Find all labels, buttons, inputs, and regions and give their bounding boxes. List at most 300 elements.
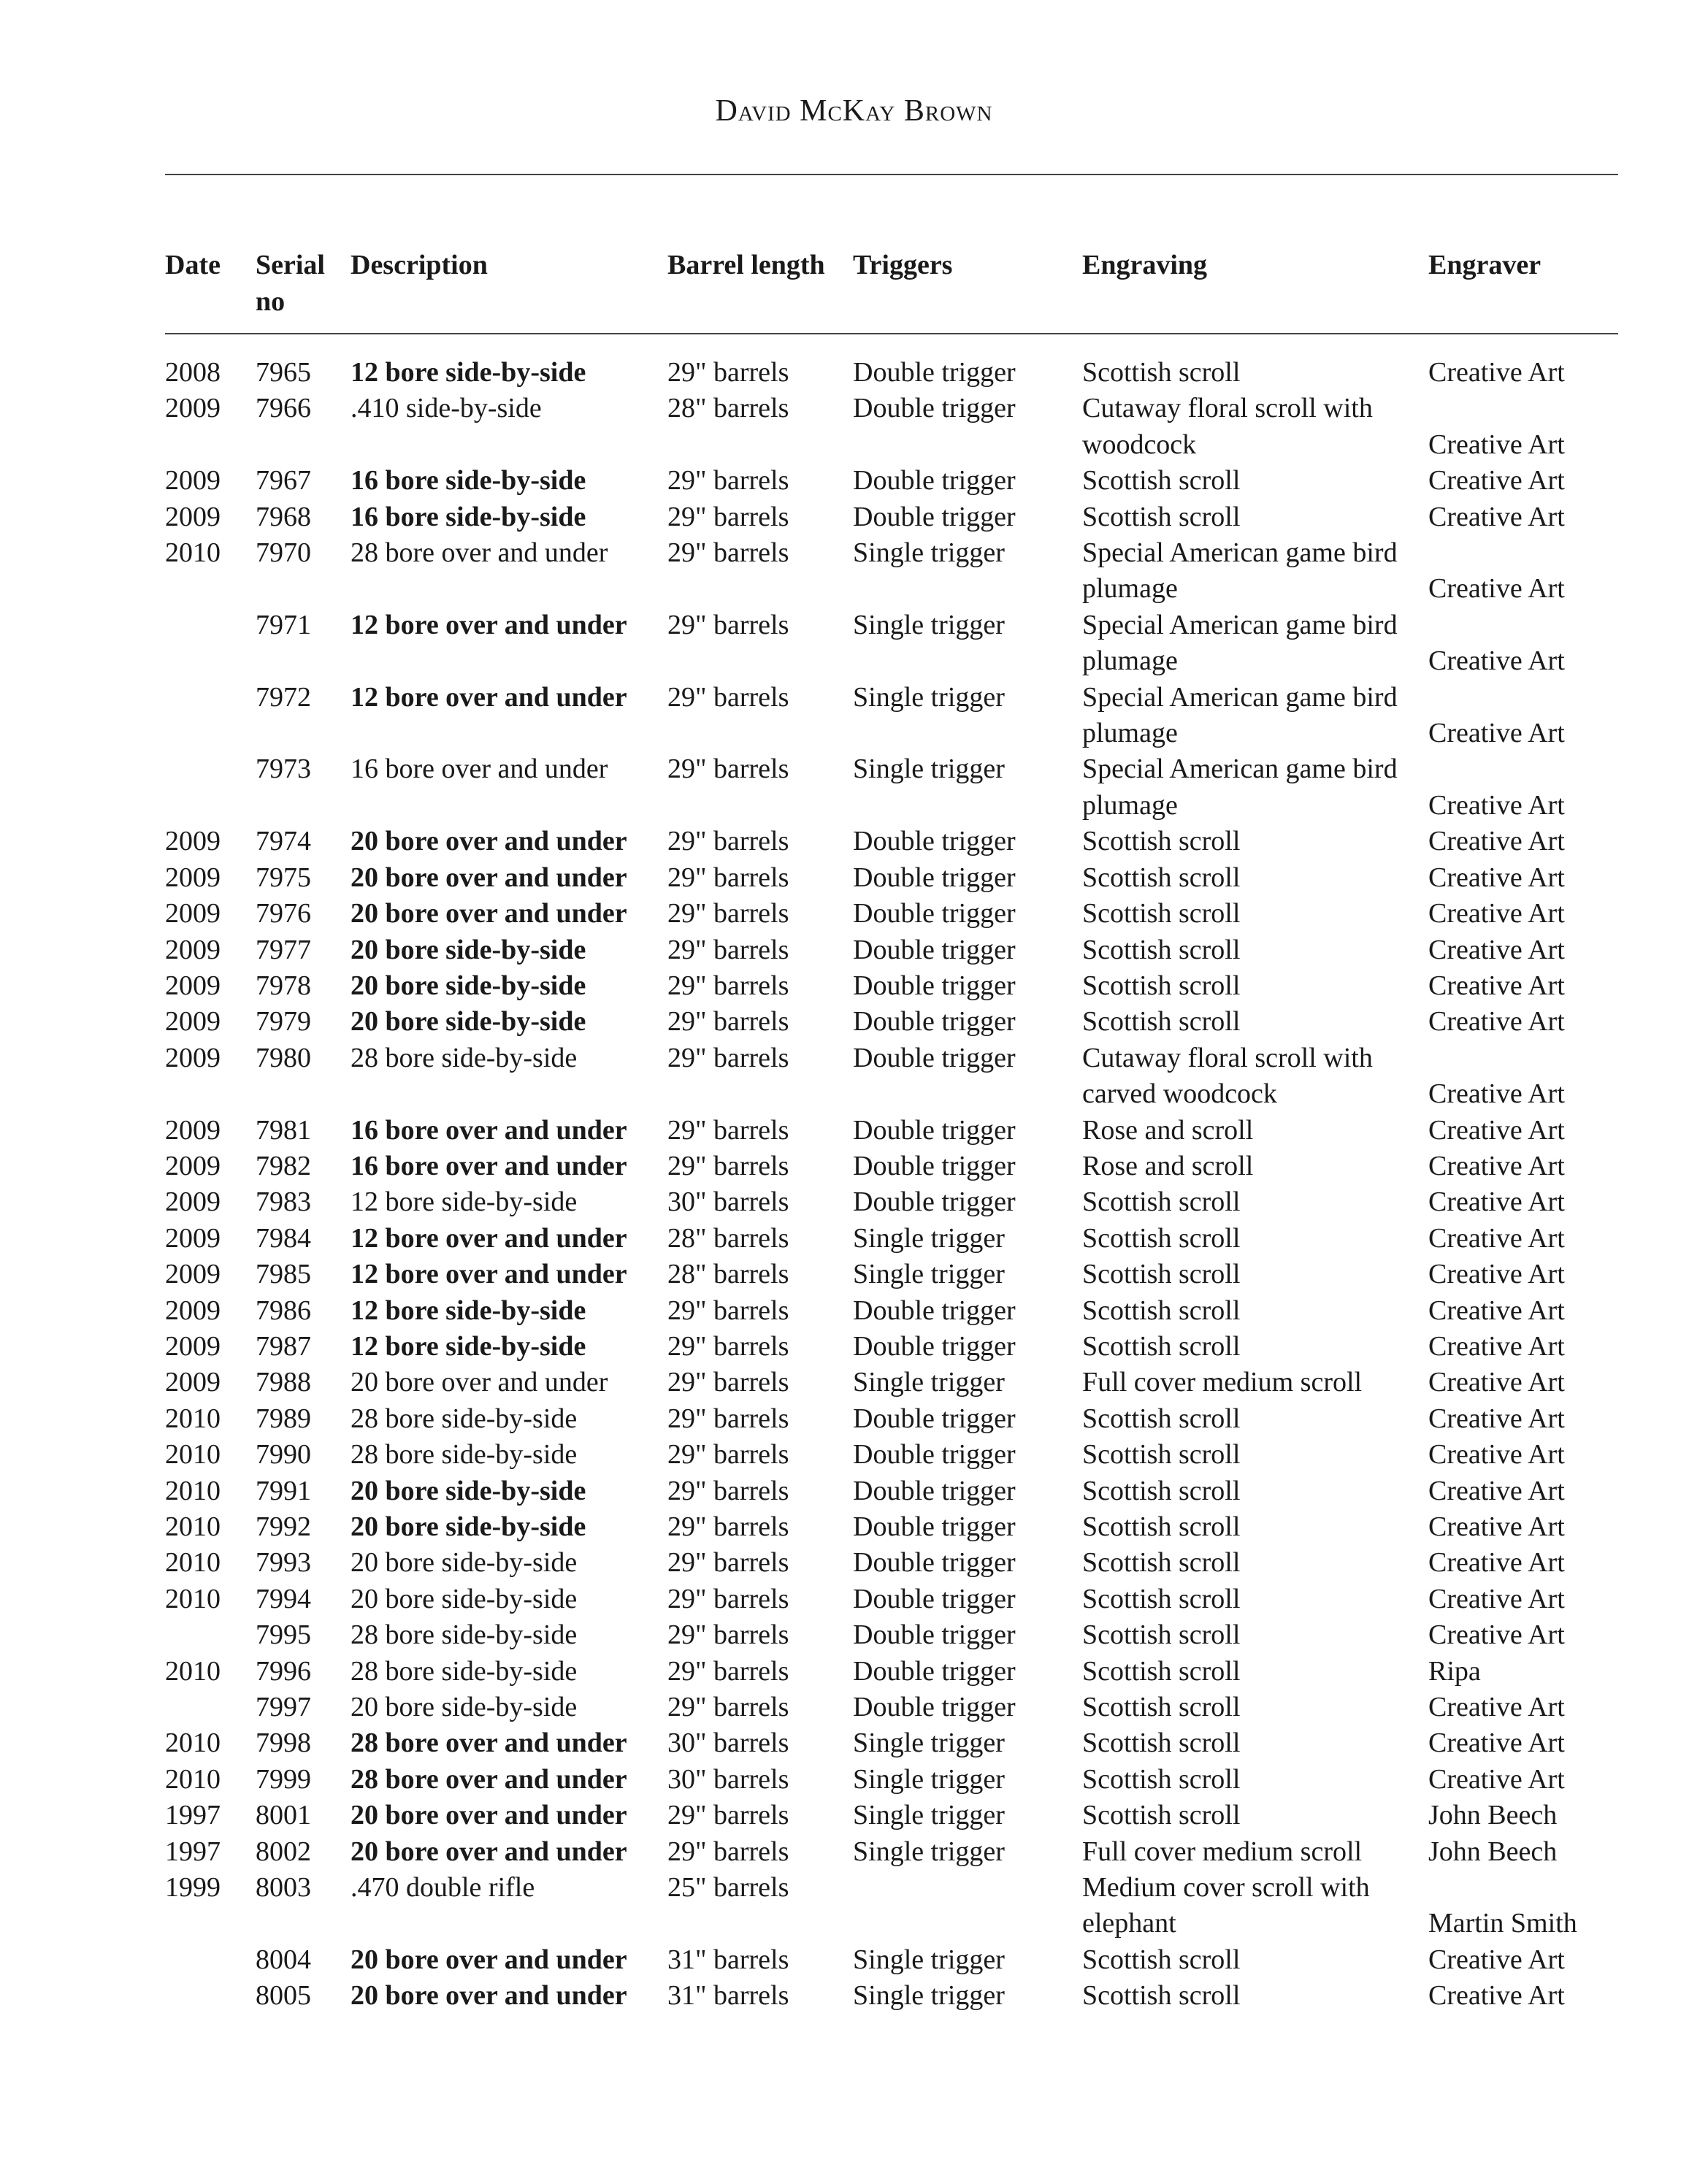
cell-engraver: John Beech bbox=[1428, 1836, 1558, 1867]
cell-date: 2009 bbox=[165, 970, 221, 1001]
cell-date: 2009 bbox=[165, 1222, 221, 1254]
col-header-serial: Serial no bbox=[256, 250, 325, 317]
cell-description: 20 bore over and under bbox=[351, 1367, 608, 1398]
cell-barrel-length: 29" barrels bbox=[667, 1619, 789, 1651]
cell-barrel-length: 29" barrels bbox=[667, 826, 789, 857]
cell-description: 28 bore over and under bbox=[351, 1763, 627, 1795]
cell-date: 2009 bbox=[165, 393, 221, 424]
cell-engraver: Creative Art bbox=[1428, 898, 1565, 929]
col-header-engraving: Engraving bbox=[1082, 250, 1208, 280]
cell-barrel-length: 29" barrels bbox=[667, 1150, 789, 1181]
cell-trigger: Double trigger bbox=[853, 1295, 1016, 1326]
cell-date: 2010 bbox=[165, 1511, 221, 1542]
table-row bbox=[165, 824, 1618, 859]
cell-engraving: Special American game bird plumage bbox=[1082, 681, 1398, 749]
cell-engraver: Creative Art bbox=[1428, 1439, 1565, 1471]
cell-serial: 7982 bbox=[256, 1150, 311, 1181]
cell-barrel-length: 28" barrels bbox=[667, 1259, 789, 1290]
cell-trigger: Single trigger bbox=[853, 1800, 1005, 1831]
cell-date: 2009 bbox=[165, 1330, 221, 1362]
cell-trigger: Single trigger bbox=[853, 1728, 1005, 1759]
cell-serial: 7970 bbox=[256, 537, 311, 569]
cell-barrel-length: 29" barrels bbox=[667, 1114, 789, 1146]
table-row bbox=[165, 1149, 1618, 1184]
cell-engraver: Creative Art bbox=[1428, 1114, 1565, 1146]
cell-trigger: Double trigger bbox=[853, 1655, 1016, 1687]
cell-barrel-length: 29" barrels bbox=[667, 1006, 789, 1038]
cell-serial: 7971 bbox=[256, 609, 311, 640]
cell-serial: 7989 bbox=[256, 1403, 311, 1434]
cell-trigger: Single trigger bbox=[853, 609, 1005, 640]
cell-trigger: Double trigger bbox=[853, 1186, 1016, 1218]
cell-engraver: Creative Art bbox=[1428, 862, 1565, 893]
cell-trigger: Double trigger bbox=[853, 1150, 1016, 1181]
table-row bbox=[165, 607, 1618, 680]
cell-description: 20 bore side-by-side bbox=[351, 970, 586, 1001]
cell-engraver: Martin Smith bbox=[1428, 1908, 1577, 1939]
cell-description: 20 bore side-by-side bbox=[351, 1006, 586, 1038]
cell-barrel-length: 29" barrels bbox=[667, 1042, 789, 1073]
cell-engraver: Creative Art bbox=[1428, 1078, 1565, 1110]
table-row bbox=[165, 1725, 1618, 1761]
cell-barrel-length: 30" barrels bbox=[667, 1763, 789, 1795]
cell-barrel-length: 29" barrels bbox=[667, 1547, 789, 1579]
cell-trigger: Double trigger bbox=[853, 862, 1016, 893]
cell-date: 2009 bbox=[165, 1186, 221, 1218]
cell-trigger: Double trigger bbox=[853, 1006, 1016, 1038]
cell-engraving: Scottish scroll bbox=[1082, 1222, 1241, 1254]
table-row bbox=[165, 751, 1618, 824]
cell-description: 28 bore over and under bbox=[351, 1728, 627, 1759]
table-header-row bbox=[165, 247, 1618, 334]
cell-engraving: Scottish scroll bbox=[1082, 970, 1241, 1001]
cell-serial: 7988 bbox=[256, 1367, 311, 1398]
cell-date: 2010 bbox=[165, 1728, 221, 1759]
table-row bbox=[165, 1004, 1618, 1040]
cell-description: 12 bore over and under bbox=[351, 1222, 627, 1254]
cell-description: 20 bore over and under bbox=[351, 898, 627, 929]
cell-serial: 7995 bbox=[256, 1619, 311, 1651]
cell-engraving: Scottish scroll bbox=[1082, 1186, 1241, 1218]
cell-barrel-length: 30" barrels bbox=[667, 1728, 789, 1759]
cell-date bbox=[165, 1617, 256, 1653]
cell-barrel-length: 29" barrels bbox=[667, 1655, 789, 1687]
cell-engraving: Scottish scroll bbox=[1082, 1330, 1241, 1362]
cell-trigger: Double trigger bbox=[853, 393, 1016, 424]
cell-date bbox=[165, 1978, 256, 2014]
cell-description: .470 double rifle bbox=[351, 1872, 535, 1903]
cell-engraving: Scottish scroll bbox=[1082, 1403, 1241, 1434]
cell-trigger: Double trigger bbox=[853, 501, 1016, 532]
cell-trigger: Single trigger bbox=[853, 1980, 1005, 2012]
cell-barrel-length: 29" barrels bbox=[667, 537, 789, 569]
cell-engraver: Creative Art bbox=[1428, 718, 1565, 749]
cell-date: 1997 bbox=[165, 1800, 221, 1831]
cell-description: 12 bore side-by-side bbox=[351, 1186, 578, 1218]
cell-engraving: Rose and scroll bbox=[1082, 1150, 1254, 1181]
cell-date bbox=[165, 1942, 256, 1978]
cell-engraver: John Beech bbox=[1428, 1800, 1558, 1831]
cell-description: 28 bore side-by-side bbox=[351, 1403, 578, 1434]
cell-barrel-length: 29" barrels bbox=[667, 681, 789, 713]
cell-engraving: Rose and scroll bbox=[1082, 1114, 1254, 1146]
cell-engraver: Creative Art bbox=[1428, 1583, 1565, 1614]
cell-date: 2010 bbox=[165, 1655, 221, 1687]
gun-register-table bbox=[165, 247, 1618, 2014]
cell-serial: 7996 bbox=[256, 1655, 311, 1687]
cell-barrel-length: 28" barrels bbox=[667, 393, 789, 424]
cell-engraving: Scottish scroll bbox=[1082, 1692, 1241, 1723]
table-row bbox=[165, 1329, 1618, 1365]
cell-serial: 7981 bbox=[256, 1114, 311, 1146]
cell-engraver: Creative Art bbox=[1428, 1619, 1565, 1651]
cell-description: 20 bore over and under bbox=[351, 1944, 627, 1975]
cell-description: 20 bore over and under bbox=[351, 1800, 627, 1831]
cell-engraver: Creative Art bbox=[1428, 1728, 1565, 1759]
cell-serial: 7967 bbox=[256, 465, 311, 497]
cell-engraving: Special American game bird plumage bbox=[1082, 609, 1398, 677]
cell-engraving: Scottish scroll bbox=[1082, 1006, 1241, 1038]
cell-trigger: Double trigger bbox=[853, 898, 1016, 929]
cell-barrel-length: 29" barrels bbox=[667, 1403, 789, 1434]
table-row bbox=[165, 1113, 1618, 1149]
cell-date: 2009 bbox=[165, 501, 221, 532]
cell-serial: 7993 bbox=[256, 1547, 311, 1579]
table-row bbox=[165, 896, 1618, 932]
cell-date bbox=[165, 1690, 256, 1725]
table-row bbox=[165, 1978, 1618, 2014]
cell-barrel-length: 29" barrels bbox=[667, 1583, 789, 1614]
cell-serial: 7986 bbox=[256, 1295, 311, 1326]
cell-serial: 8003 bbox=[256, 1872, 311, 1903]
cell-barrel-length: 29" barrels bbox=[667, 609, 789, 640]
cell-engraver: Creative Art bbox=[1428, 1006, 1565, 1038]
cell-barrel-length: 31" barrels bbox=[667, 1980, 789, 2012]
cell-engraving: Full cover medium scroll bbox=[1082, 1367, 1363, 1398]
cell-serial: 7978 bbox=[256, 970, 311, 1001]
cell-description: 12 bore side-by-side bbox=[351, 1330, 586, 1362]
cell-barrel-length: 28" barrels bbox=[667, 1222, 789, 1254]
cell-serial: 7983 bbox=[256, 1186, 311, 1218]
cell-description: 20 bore side-by-side bbox=[351, 1511, 586, 1542]
cell-description: 16 bore over and under bbox=[351, 1114, 627, 1146]
table-row bbox=[165, 1184, 1618, 1220]
table-row bbox=[165, 1582, 1618, 1617]
cell-description: 12 bore over and under bbox=[351, 1259, 627, 1290]
cell-date bbox=[165, 680, 256, 752]
table-row bbox=[165, 680, 1618, 752]
cell-engraving: Scottish scroll bbox=[1082, 1763, 1241, 1795]
cell-description: 12 bore over and under bbox=[351, 609, 627, 640]
cell-engraving: Scottish scroll bbox=[1082, 862, 1241, 893]
cell-date: 2009 bbox=[165, 1042, 221, 1073]
cell-description: 16 bore side-by-side bbox=[351, 501, 586, 532]
cell-engraver: Creative Art bbox=[1428, 789, 1565, 821]
cell-engraving: Scottish scroll bbox=[1082, 934, 1241, 965]
table-row bbox=[165, 1617, 1618, 1653]
cell-trigger: Double trigger bbox=[853, 465, 1016, 497]
cell-barrel-length: 31" barrels bbox=[667, 1944, 789, 1975]
col-header-description: Description bbox=[351, 250, 488, 280]
cell-date: 2010 bbox=[165, 1583, 221, 1614]
cell-trigger: Single trigger bbox=[853, 1222, 1005, 1254]
cell-date: 2009 bbox=[165, 1006, 221, 1038]
table-row bbox=[165, 1654, 1618, 1690]
cell-date: 2009 bbox=[165, 465, 221, 497]
cell-barrel-length: 29" barrels bbox=[667, 1295, 789, 1326]
cell-serial: 7991 bbox=[256, 1475, 311, 1506]
cell-engraver: Creative Art bbox=[1428, 465, 1565, 497]
cell-trigger: Double trigger bbox=[853, 1547, 1016, 1579]
cell-engraver: Creative Art bbox=[1428, 1475, 1565, 1506]
cell-engraving: Scottish scroll bbox=[1082, 1728, 1241, 1759]
table-row bbox=[165, 1437, 1618, 1473]
cell-engraver: Creative Art bbox=[1428, 1944, 1565, 1975]
cell-engraving: Scottish scroll bbox=[1082, 898, 1241, 929]
table-row bbox=[165, 1221, 1618, 1257]
cell-barrel-length: 30" barrels bbox=[667, 1186, 789, 1218]
cell-engraving: Special American game bird plumage bbox=[1082, 754, 1398, 821]
cell-barrel-length: 29" barrels bbox=[667, 862, 789, 893]
cell-serial: 7984 bbox=[256, 1222, 311, 1254]
cell-engraver: Creative Art bbox=[1428, 1547, 1565, 1579]
cell-trigger: Single trigger bbox=[853, 681, 1005, 713]
cell-trigger: Double trigger bbox=[853, 826, 1016, 857]
cell-date: 1997 bbox=[165, 1836, 221, 1867]
cell-serial: 8005 bbox=[256, 1980, 311, 2012]
cell-description: 20 bore over and under bbox=[351, 862, 627, 893]
cell-engraving: Scottish scroll bbox=[1082, 1655, 1241, 1687]
cell-engraver: Ripa bbox=[1428, 1655, 1481, 1687]
col-header-triggers: Triggers bbox=[853, 250, 953, 280]
cell-trigger: Double trigger bbox=[853, 1619, 1016, 1651]
cell-serial: 7968 bbox=[256, 501, 311, 532]
table-row bbox=[165, 463, 1618, 499]
cell-date: 2010 bbox=[165, 1547, 221, 1579]
cell-serial: 7999 bbox=[256, 1763, 311, 1795]
cell-date: 2010 bbox=[165, 1403, 221, 1434]
cell-engraving: Full cover medium scroll bbox=[1082, 1836, 1363, 1867]
cell-date: 2009 bbox=[165, 862, 221, 893]
cell-engraver: Creative Art bbox=[1428, 1692, 1565, 1723]
col-header-engraver: Engraver bbox=[1428, 250, 1542, 280]
cell-description: 20 bore side-by-side bbox=[351, 1547, 578, 1579]
cell-date: 2009 bbox=[165, 1259, 221, 1290]
cell-description: 12 bore side-by-side bbox=[351, 1295, 586, 1326]
cell-engraving: Scottish scroll bbox=[1082, 1439, 1241, 1471]
cell-serial: 7975 bbox=[256, 862, 311, 893]
cell-trigger: Double trigger bbox=[853, 1114, 1016, 1146]
cell-trigger: Double trigger bbox=[853, 1475, 1016, 1506]
cell-engraver: Creative Art bbox=[1428, 1511, 1565, 1542]
cell-serial: 7987 bbox=[256, 1330, 311, 1362]
table-row bbox=[165, 860, 1618, 896]
cell-engraving: Scottish scroll bbox=[1082, 1295, 1241, 1326]
cell-barrel-length: 29" barrels bbox=[667, 1692, 789, 1723]
cell-trigger: Double trigger bbox=[853, 1511, 1016, 1542]
cell-trigger: Single trigger bbox=[853, 1944, 1005, 1975]
cell-date: 2009 bbox=[165, 934, 221, 965]
cell-trigger: Double trigger bbox=[853, 970, 1016, 1001]
cell-trigger: Double trigger bbox=[853, 1330, 1016, 1362]
cell-description: 20 bore over and under bbox=[351, 826, 627, 857]
cell-serial: 7997 bbox=[256, 1692, 311, 1723]
cell-serial: 7976 bbox=[256, 898, 311, 929]
cell-barrel-length: 29" barrels bbox=[667, 970, 789, 1001]
col-header-barrel: Barrel length bbox=[667, 250, 825, 280]
cell-trigger: Double trigger bbox=[853, 1583, 1016, 1614]
cell-serial: 7979 bbox=[256, 1006, 311, 1038]
cell-engraving: Medium cover scroll with elephant bbox=[1082, 1872, 1370, 1939]
cell-barrel-length: 29" barrels bbox=[667, 1475, 789, 1506]
cell-engraving: Special American game bird plumage bbox=[1082, 537, 1398, 605]
table-row bbox=[165, 932, 1618, 968]
top-rule bbox=[165, 174, 1618, 175]
cell-serial: 7990 bbox=[256, 1439, 311, 1471]
cell-serial: 7974 bbox=[256, 826, 311, 857]
cell-trigger: Double trigger bbox=[853, 934, 1016, 965]
cell-date: 2009 bbox=[165, 898, 221, 929]
table-row bbox=[165, 1942, 1618, 1978]
cell-engraver: Creative Art bbox=[1428, 1367, 1565, 1398]
cell-serial: 7985 bbox=[256, 1259, 311, 1290]
cell-trigger: Single trigger bbox=[853, 1763, 1005, 1795]
cell-engraver: Creative Art bbox=[1428, 1186, 1565, 1218]
cell-description: 20 bore side-by-side bbox=[351, 1583, 578, 1614]
cell-description: 16 bore over and under bbox=[351, 754, 608, 785]
cell-description: 20 bore over and under bbox=[351, 1980, 627, 2012]
cell-description: 28 bore over and under bbox=[351, 537, 608, 569]
cell-date: 2010 bbox=[165, 537, 221, 569]
table-row bbox=[165, 1365, 1618, 1400]
table-row bbox=[165, 1870, 1618, 1942]
cell-engraving: Scottish scroll bbox=[1082, 357, 1241, 388]
cell-barrel-length: 29" barrels bbox=[667, 465, 789, 497]
cell-engraving: Scottish scroll bbox=[1082, 501, 1241, 532]
cell-serial: 7998 bbox=[256, 1728, 311, 1759]
cell-trigger: Double trigger bbox=[853, 1692, 1016, 1723]
cell-trigger bbox=[853, 1870, 1082, 1942]
cell-engraving: Scottish scroll bbox=[1082, 465, 1241, 497]
cell-engraving: Scottish scroll bbox=[1082, 826, 1241, 857]
cell-serial: 7977 bbox=[256, 934, 311, 965]
cell-engraving: Scottish scroll bbox=[1082, 1547, 1241, 1579]
cell-barrel-length: 29" barrels bbox=[667, 934, 789, 965]
cell-serial: 8004 bbox=[256, 1944, 311, 1975]
cell-barrel-length: 29" barrels bbox=[667, 1800, 789, 1831]
cell-engraver: Creative Art bbox=[1428, 1150, 1565, 1181]
cell-engraver: Creative Art bbox=[1428, 934, 1565, 965]
table-row bbox=[165, 499, 1618, 535]
cell-date: 2009 bbox=[165, 1114, 221, 1146]
table-row bbox=[165, 535, 1618, 607]
cell-description: 20 bore side-by-side bbox=[351, 1475, 586, 1506]
cell-date bbox=[165, 607, 256, 680]
cell-engraving: Scottish scroll bbox=[1082, 1259, 1241, 1290]
cell-serial: 7992 bbox=[256, 1511, 311, 1542]
table-row bbox=[165, 1293, 1618, 1329]
cell-date bbox=[165, 751, 256, 824]
cell-engraving: Scottish scroll bbox=[1082, 1511, 1241, 1542]
cell-barrel-length: 25" barrels bbox=[667, 1872, 789, 1903]
running-head: David McKay Brown bbox=[715, 94, 993, 128]
cell-barrel-length: 29" barrels bbox=[667, 1439, 789, 1471]
cell-date: 2010 bbox=[165, 1763, 221, 1795]
cell-description: 28 bore side-by-side bbox=[351, 1655, 578, 1687]
cell-serial: 7965 bbox=[256, 357, 311, 388]
cell-barrel-length: 29" barrels bbox=[667, 1836, 789, 1867]
col-header-date: Date bbox=[165, 250, 221, 280]
cell-trigger: Double trigger bbox=[853, 357, 1016, 388]
cell-engraver: Creative Art bbox=[1428, 1980, 1565, 2012]
cell-description: 12 bore over and under bbox=[351, 681, 627, 713]
cell-date: 2009 bbox=[165, 1150, 221, 1181]
cell-engraving: Scottish scroll bbox=[1082, 1980, 1241, 2012]
table-body bbox=[165, 334, 1618, 2014]
cell-engraver: Creative Art bbox=[1428, 357, 1565, 388]
cell-trigger: Single trigger bbox=[853, 537, 1005, 569]
cell-barrel-length: 29" barrels bbox=[667, 754, 789, 785]
cell-barrel-length: 29" barrels bbox=[667, 1367, 789, 1398]
cell-engraving: Scottish scroll bbox=[1082, 1800, 1241, 1831]
cell-engraver: Creative Art bbox=[1428, 1403, 1565, 1434]
table-row bbox=[165, 1762, 1618, 1798]
cell-serial: 8001 bbox=[256, 1800, 311, 1831]
cell-serial: 7973 bbox=[256, 754, 311, 785]
cell-engraver: Creative Art bbox=[1428, 1763, 1565, 1795]
cell-description: 20 bore side-by-side bbox=[351, 934, 586, 965]
cell-engraving: Scottish scroll bbox=[1082, 1944, 1241, 1975]
cell-engraver: Creative Art bbox=[1428, 429, 1565, 460]
cell-trigger: Single trigger bbox=[853, 1259, 1005, 1290]
cell-trigger: Single trigger bbox=[853, 1836, 1005, 1867]
cell-serial: 7980 bbox=[256, 1042, 311, 1073]
cell-date: 2010 bbox=[165, 1475, 221, 1506]
cell-trigger: Single trigger bbox=[853, 1367, 1005, 1398]
cell-engraver: Creative Art bbox=[1428, 1295, 1565, 1326]
cell-date: 2009 bbox=[165, 826, 221, 857]
cell-date: 2009 bbox=[165, 1367, 221, 1398]
cell-description: 20 bore side-by-side bbox=[351, 1692, 578, 1723]
cell-description: 28 bore side-by-side bbox=[351, 1439, 578, 1471]
cell-engraver: Creative Art bbox=[1428, 1330, 1565, 1362]
cell-trigger: Single trigger bbox=[853, 754, 1005, 785]
cell-description: 28 bore side-by-side bbox=[351, 1619, 578, 1651]
cell-barrel-length: 29" barrels bbox=[667, 1330, 789, 1362]
cell-engraving: Scottish scroll bbox=[1082, 1475, 1241, 1506]
table-row bbox=[165, 1473, 1618, 1509]
cell-trigger: Double trigger bbox=[853, 1042, 1016, 1073]
cell-engraver: Creative Art bbox=[1428, 1259, 1565, 1290]
table-row bbox=[165, 334, 1618, 391]
cell-engraver: Creative Art bbox=[1428, 1222, 1565, 1254]
cell-description: 16 bore over and under bbox=[351, 1150, 627, 1181]
cell-engraving: Cutaway floral scroll with carved woodcock bbox=[1082, 1042, 1373, 1110]
cell-trigger: Double trigger bbox=[853, 1439, 1016, 1471]
cell-engraver: Creative Art bbox=[1428, 826, 1565, 857]
cell-engraving: Scottish scroll bbox=[1082, 1583, 1241, 1614]
cell-serial: 8002 bbox=[256, 1836, 311, 1867]
cell-description: 12 bore side-by-side bbox=[351, 357, 586, 388]
cell-engraver: Creative Art bbox=[1428, 645, 1565, 677]
cell-barrel-length: 29" barrels bbox=[667, 357, 789, 388]
cell-barrel-length: 29" barrels bbox=[667, 898, 789, 929]
table-row bbox=[165, 1545, 1618, 1581]
cell-engraving: Cutaway floral scroll with woodcock bbox=[1082, 393, 1373, 460]
table-row bbox=[165, 1834, 1618, 1870]
cell-engraver: Creative Art bbox=[1428, 501, 1565, 532]
cell-date: 2008 bbox=[165, 357, 221, 388]
